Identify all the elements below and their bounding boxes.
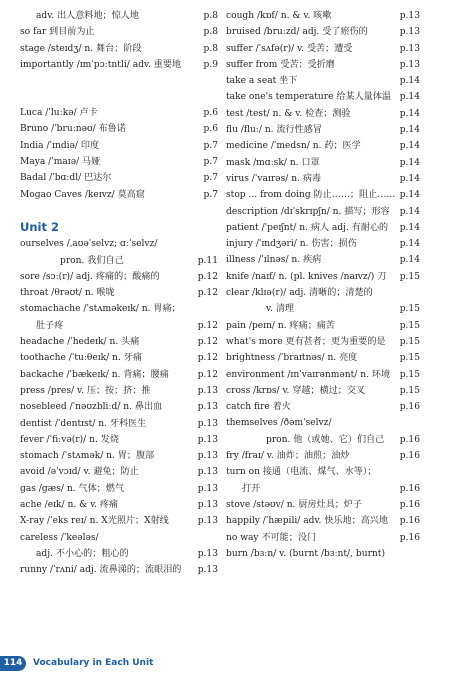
vocab-entry [226, 252, 420, 268]
entry-text: turn on 接通（电流、煤气、水等）； [226, 467, 377, 478]
vocab-entry [226, 334, 420, 350]
vocab-entry [226, 171, 420, 187]
entry-text: illness /ˈɪlnəs/ n. 疾病 [226, 255, 322, 266]
left-column [20, 8, 218, 579]
entry-text: careless /ˈkeələs/ [20, 532, 99, 543]
vocab-entry [20, 432, 218, 448]
entry-page: p.13 [399, 43, 420, 54]
vocab-entry [226, 399, 420, 415]
entry-text: runny /ˈrʌni/ adj. 流鼻涕的；流眼泪的 [20, 565, 182, 576]
unit-heading: Unit 2 [20, 220, 59, 235]
entry-text: stove /stəʊv/ n. 厨房灶具；炉子 [226, 499, 362, 510]
entry-page: p.8 [203, 43, 218, 54]
vocab-entry [20, 301, 218, 317]
vocab-entry [226, 8, 420, 24]
vocab-entry [226, 187, 420, 203]
entry-page: p.7 [203, 157, 218, 168]
entry-page: p.16 [399, 434, 420, 445]
vocab-entry [226, 546, 420, 562]
entry-page: p.13 [197, 467, 218, 478]
vocab-entry [226, 318, 420, 334]
entry-page: p.14 [399, 76, 420, 87]
vocab-entry [226, 350, 420, 366]
vocab-entry [20, 562, 218, 578]
vocab-entry [226, 57, 420, 73]
entry-page: p.13 [197, 402, 218, 413]
entry-text: patient /ˈpeɪʃnt/ n. 病人 adj. 有耐心的 [226, 222, 389, 233]
entry-text: importantly /ɪmˈpɔːtntli/ adv. 重要地 [20, 59, 182, 70]
name-entry [20, 170, 218, 186]
spacer [20, 203, 218, 219]
entry-page: p.14 [399, 108, 420, 119]
entry-text: pron. 我们自己 [60, 255, 124, 266]
vocab-entry [20, 481, 218, 497]
vocab-entry [226, 269, 420, 285]
entry-text: fry /fraɪ/ v. 油炸；油煎；油炒 [226, 451, 350, 462]
entry-text: Luca /ˈluːkə/ 卢卡 [20, 108, 98, 119]
vocab-entry [226, 448, 420, 464]
vocab-entry [20, 367, 218, 383]
entry-text: X-ray /ˈeks reɪ/ n. X光照片；X射线 [20, 516, 169, 527]
entry-page: p.12 [197, 288, 218, 299]
entry-text: flu /fluː/ n. 流行性感冒 [226, 125, 322, 136]
name-entry [20, 138, 218, 154]
vocab-entry [226, 236, 420, 252]
entry-page: p.15 [399, 369, 420, 380]
vocab-entry [20, 8, 218, 24]
entry-text: so far 到目前为止 [20, 27, 95, 38]
entry-page: p.13 [197, 483, 218, 494]
name-entry [20, 105, 218, 121]
entry-page: p.16 [399, 516, 420, 527]
entry-page: p.14 [399, 239, 420, 250]
vocab-entry [226, 204, 420, 220]
entry-text: throat /θrəʊt/ n. 喉咙 [20, 288, 115, 299]
entry-text: headache /ˈhedeɪk/ n. 头痛 [20, 337, 140, 348]
vocab-entry [226, 301, 420, 317]
page-footer [0, 653, 153, 673]
entry-text: burn /bɜːn/ v. (burnt /bɜːnt/, burnt) [226, 548, 385, 559]
entry-text: cough /kɒf/ n. & v. 咳嗽 [226, 11, 332, 21]
entry-page: p.13 [399, 11, 420, 21]
entry-text: bruised /bruːzd/ adj. 受了瘀伤的 [226, 27, 368, 38]
entry-page: p.13 [197, 548, 218, 559]
entry-page: p.15 [399, 336, 420, 347]
spacer [20, 73, 218, 105]
entry-text: adv. 出人意料地；惊人地 [36, 11, 139, 21]
vocab-entry [20, 383, 218, 399]
entry-page: p.7 [203, 189, 218, 200]
entry-page: p.7 [203, 173, 218, 184]
entry-page: p.15 [399, 353, 420, 364]
vocab-entry [226, 383, 420, 399]
entry-text: stop ... from doing 防止……；阻止…… [226, 190, 396, 201]
vocab-entry [226, 285, 420, 301]
entry-text: pron. 他（或她、它）们自己 [266, 434, 385, 445]
entry-page: p.13 [399, 59, 420, 70]
entry-text: nosebleed /ˈnəʊzbliːd/ n. 鼻出血 [20, 402, 163, 413]
vocab-entry [20, 57, 218, 73]
entry-text: adj. 不小心的；粗心的 [36, 548, 129, 559]
entry-page: p.13 [197, 418, 218, 429]
entry-page: p.16 [399, 532, 420, 543]
vocab-entry [20, 416, 218, 432]
vocab-entry [226, 513, 420, 529]
entry-text: injury /ˈɪndʒəri/ n. 伤害；损伤 [226, 239, 357, 250]
entry-text: ourselves /ˌaʊəˈselvz; ɑːˈselvz/ [20, 239, 158, 250]
vocab-entry [226, 89, 420, 105]
entry-page: p.16 [399, 483, 420, 494]
footer-title: Vocabulary in Each Unit [33, 658, 154, 668]
entry-page: p.13 [197, 451, 218, 462]
entry-text: what's more 更有甚者；更为重要的是 [226, 336, 386, 347]
vocab-entry [226, 122, 420, 138]
vocab-entry [20, 513, 218, 529]
entry-text: take a seat 坐下 [226, 76, 298, 87]
entry-text: 打开 [242, 483, 261, 494]
entry-text: pain /peɪn/ n. 疼痛；痛苦 [226, 320, 335, 331]
entry-text: Maya /ˈmaɪə/ 马娅 [20, 157, 101, 168]
entry-page: p.14 [399, 173, 420, 184]
entry-page: p.12 [197, 353, 218, 364]
entry-text: take one's temperature 给某人量体温 [226, 92, 391, 103]
entry-page: p.15 [399, 320, 420, 331]
vocab-entry [226, 481, 420, 497]
vocab-entry [226, 464, 420, 480]
entry-page: p.12 [197, 337, 218, 348]
entry-page: p.14 [399, 157, 420, 168]
entry-page: p.9 [203, 59, 218, 70]
entry-page: p.15 [399, 304, 420, 315]
entry-text: virus /ˈvaɪrəs/ n. 病毒 [226, 173, 322, 184]
entry-text: fever /ˈfiːvə(r)/ n. 发烧 [20, 434, 119, 445]
vocab-entry [20, 253, 218, 269]
vocab-entry [226, 432, 420, 448]
entry-text: happily /ˈhæpili/ adv. 快乐地；高兴地 [226, 516, 388, 527]
page-number-badge: 114 [0, 656, 26, 671]
entry-text: India /ˈɪndiə/ 印度 [20, 140, 100, 151]
entry-page: p.8 [203, 11, 218, 21]
entry-text: test /test/ n. & v. 检查；测验 [226, 108, 351, 119]
entry-page: p.14 [399, 255, 420, 266]
vocab-entry [226, 138, 420, 154]
entry-page: p.14 [399, 222, 420, 233]
entry-text: Bruno /ˈbruːnəʊ/ 布鲁诺 [20, 124, 126, 135]
vocab-entry [20, 350, 218, 366]
entry-page: p.14 [399, 190, 420, 201]
vocab-entry [20, 530, 218, 546]
name-entry [20, 187, 218, 203]
vocab-entry [226, 155, 420, 171]
entry-text: avoid /əˈvɔɪd/ v. 避免；防止 [20, 467, 139, 478]
vocab-entry [226, 220, 420, 236]
vocab-entry [226, 367, 420, 383]
entry-page: p.13 [399, 27, 420, 38]
vocab-entry [226, 24, 420, 40]
right-column [226, 8, 420, 562]
entry-page: p.12 [197, 369, 218, 380]
entry-text: suffer /ˈsʌfə(r)/ v. 受苦；遭受 [226, 43, 353, 54]
entry-text: cross /krɒs/ v. 穿越；横过；交叉 [226, 385, 366, 396]
vocab-entry [20, 448, 218, 464]
entry-page: p.14 [399, 141, 420, 152]
entry-text: brightness /ˈbraɪtnəs/ n. 亮度 [226, 353, 358, 364]
entry-text: themselves /ðəmˈselvz/ [226, 418, 332, 429]
vocab-entry [226, 106, 420, 122]
vocab-entry [20, 285, 218, 301]
entry-text: dentist /ˈdentɪst/ n. 牙科医生 [20, 418, 147, 429]
vocab-entry [226, 530, 420, 546]
entry-text: press /pres/ v. 压；按；挤；推 [20, 385, 151, 396]
entry-text: 肚子疼 [36, 320, 64, 331]
vocab-entry [226, 41, 420, 57]
entry-text: stomachache /ˈstʌməkeɪk/ n. 胃痛； [20, 304, 181, 315]
vocab-entry [20, 497, 218, 513]
entry-text: clear /klɪə(r)/ adj. 清晰的；清楚的 [226, 288, 373, 299]
entry-page: p.12 [197, 320, 218, 331]
entry-page: p.16 [399, 402, 420, 413]
entry-text: toothache /ˈtuːθeɪk/ n. 牙痛 [20, 353, 142, 364]
vocab-entry [20, 41, 218, 57]
entry-text: knife /naɪf/ n. (pl. knives /naɪvz/) 刀 [226, 271, 387, 282]
entry-page: p.6 [203, 108, 218, 119]
name-entry [20, 154, 218, 170]
name-entry [20, 121, 218, 137]
entry-page: p.13 [197, 565, 218, 576]
vocab-entry [20, 24, 218, 40]
entry-text: no way 不可能；没门 [226, 532, 317, 543]
entry-page: p.16 [399, 499, 420, 510]
entry-page: p.14 [399, 92, 420, 103]
entry-page: p.7 [203, 140, 218, 151]
entry-text: mask /mɑːsk/ n. 口罩 [226, 157, 320, 168]
entry-text: catch fire 着火 [226, 402, 291, 413]
vocab-entry [226, 497, 420, 513]
entry-text: backache /ˈbækeɪk/ n. 背痛；腰痛 [20, 369, 169, 380]
entry-page: p.11 [197, 255, 218, 266]
entry-page: p.13 [197, 500, 218, 511]
entry-text: Badal /ˈbɑːdl/ 巴达尔 [20, 173, 112, 184]
entry-page: p.13 [197, 434, 218, 445]
vocab-entry [226, 415, 420, 431]
entry-text: environment /ɪnˈvaɪrənmənt/ n. 环境 [226, 369, 391, 380]
entry-page: p.8 [203, 27, 218, 38]
vocab-entry [20, 269, 218, 285]
vocab-entry [226, 73, 420, 89]
entry-text: suffer from 受苦；受折磨 [226, 59, 335, 70]
entry-page: p.15 [399, 271, 420, 282]
entry-text: stage /steɪdʒ/ n. 舞台；阶段 [20, 43, 142, 54]
entry-text: stomach /ˈstʌmək/ n. 胃；腹部 [20, 451, 155, 462]
entry-text: ache /eɪk/ n. & v. 疼痛 [20, 500, 119, 511]
vocab-entry [20, 236, 218, 252]
entry-text: v. 清理 [266, 304, 295, 315]
entry-page: p.14 [399, 206, 420, 217]
entry-page: p.12 [197, 271, 218, 282]
entry-text: medicine /ˈmedsn/ n. 药；医学 [226, 141, 361, 152]
vocab-entry [20, 318, 218, 334]
entry-page: p.15 [399, 385, 420, 396]
entry-text: gas /gæs/ n. 气体；燃气 [20, 483, 124, 494]
entry-page: p.13 [197, 385, 218, 396]
vocab-entry [20, 334, 218, 350]
entry-page: p.16 [399, 451, 420, 462]
entry-page: p.14 [399, 125, 420, 136]
entry-text: sore /sɔː(r)/ adj. 疼痛的；酸痛的 [20, 271, 160, 282]
vocab-entry [20, 399, 218, 415]
entry-page: p.6 [203, 124, 218, 135]
vocab-entry [20, 464, 218, 480]
entry-page: p.13 [197, 516, 218, 527]
entry-text: Mogao Caves /keɪvz/ 莫高窟 [20, 189, 145, 200]
vocab-entry [20, 546, 218, 562]
entry-text: description /dɪˈskrɪpʃn/ n. 描写；形容 [226, 206, 390, 217]
